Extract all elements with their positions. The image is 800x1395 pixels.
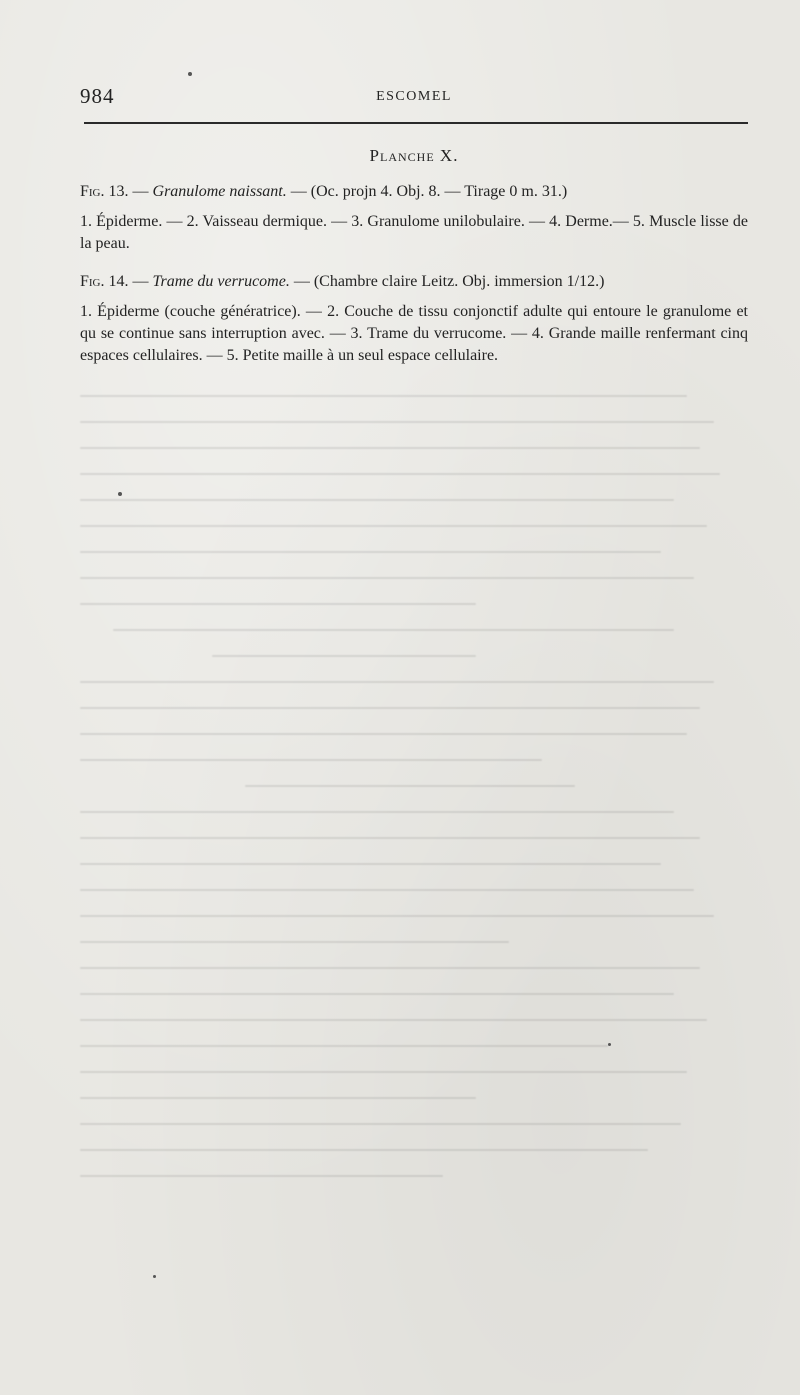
figure-entry-14 <box>80 271 748 367</box>
figure-heading: Fig. 14. — Trame du verrucome. — (Chambre claire Leitz. Obj. immersion 1/12.) <box>80 273 605 290</box>
running-head: ESCOMEL <box>376 89 452 104</box>
figure-label: Fig. 13. <box>80 183 129 200</box>
page-header <box>80 84 748 112</box>
figure-details: (Chambre claire Leitz. Obj. immersion 1/12.) <box>313 273 605 290</box>
figure-heading: Fig. 13. — Granulome naissant. — (Oc. projn 4. Obj. 8. — Tirage 0 m. 31.) <box>80 183 568 200</box>
page-number: 984 <box>80 84 115 108</box>
figure-details: (Oc. projn 4. Obj. 8. — Tirage 0 m. 31.) <box>310 183 568 200</box>
paper-speck <box>118 492 122 496</box>
paper-speck <box>608 1043 611 1046</box>
figure-label: Fig. 14. <box>80 273 129 290</box>
figure-title: Granulome naissant. <box>152 183 287 200</box>
figure-title: Trame du verrucome. <box>152 273 290 290</box>
figure-entry-13 <box>80 181 748 255</box>
plate-legend-block <box>80 145 748 367</box>
header-rule <box>84 122 748 124</box>
paper-speck <box>153 1275 156 1278</box>
show-through-texture <box>80 395 740 1295</box>
plate-title: Planche X. <box>369 146 459 165</box>
paper-speck <box>188 72 192 76</box>
figure-legend: 1. Épiderme (couche génératrice). — 2. Couche de tissu conjonctif adulte qui entoure le granulome et qu se continue sans interruption avec. — 3. Trame du verrucome. — 4. Grande maille renfermant cinq espaces cellulaires. — 5. Petite maille à un seul espace cellulaire. <box>80 303 748 364</box>
figure-legend: 1. Épiderme. — 2. Vaisseau dermique. — 3. Granulome unilobulaire. — 4. Derme.— 5. Muscle lisse de la peau. <box>80 213 748 252</box>
